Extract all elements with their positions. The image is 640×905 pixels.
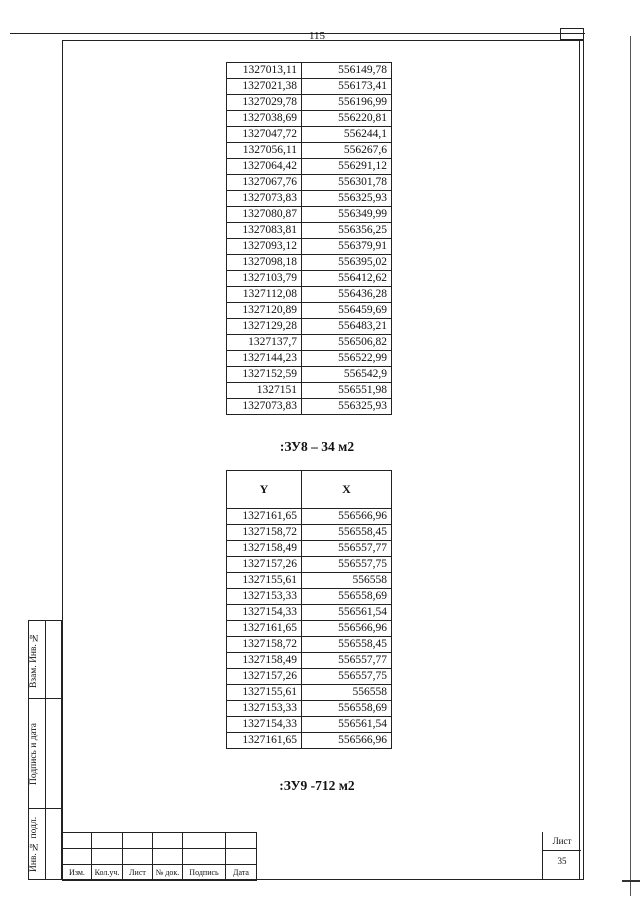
table-row [227, 589, 392, 605]
col-sheet: Лист [123, 865, 153, 881]
coordinate-x-cell: 556557,77 [302, 541, 392, 557]
coordinate-x-cell: 556395,02 [302, 255, 392, 271]
sheet-number-box [542, 832, 580, 880]
column-header-y: Y [227, 471, 302, 509]
coordinate-x-cell: 556561,54 [302, 605, 392, 621]
coordinate-y-cell: 1327112,08 [227, 287, 302, 303]
coordinate-x-cell: 556558 [302, 573, 392, 589]
coordinate-y-cell: 1327161,65 [227, 621, 302, 637]
coordinate-x-cell: 556325,93 [302, 191, 392, 207]
coordinate-x-cell: 556558 [302, 685, 392, 701]
coordinate-y-cell: 1327013,11 [227, 63, 302, 79]
coordinate-y-cell: 1327155,61 [227, 573, 302, 589]
coordinate-y-cell: 1327021,38 [227, 79, 302, 95]
coordinate-x-cell: 556267,6 [302, 143, 392, 159]
coordinate-y-cell: 1327155,61 [227, 685, 302, 701]
title-block-grid [62, 832, 257, 881]
table-row [227, 255, 392, 271]
coordinate-x-cell: 556506,82 [302, 335, 392, 351]
coordinate-y-cell: 1327158,49 [227, 541, 302, 557]
sheet-number: 35 [557, 856, 567, 866]
coordinate-y-cell: 1327158,72 [227, 637, 302, 653]
coordinate-x-cell: 556244,1 [302, 127, 392, 143]
coordinate-x-cell: 556551,98 [302, 383, 392, 399]
coordinate-y-cell: 1327153,33 [227, 701, 302, 717]
stamp-replace-label: Взам. Инв. № [29, 631, 39, 689]
coordinate-y-cell: 1327151 [227, 383, 302, 399]
coordinate-x-cell: 556149,78 [302, 63, 392, 79]
col-date: Дата [226, 865, 257, 881]
coordinate-x-cell: 556566,96 [302, 621, 392, 637]
coordinate-y-cell: 1327067,76 [227, 175, 302, 191]
col-doc-number: № док. [153, 865, 183, 881]
coordinate-x-cell: 556325,93 [302, 399, 392, 415]
coordinate-x-cell: 556557,75 [302, 669, 392, 685]
coordinate-x-cell: 556459,69 [302, 303, 392, 319]
coordinate-y-cell: 1327157,26 [227, 557, 302, 573]
coordinate-y-cell: 1327064,42 [227, 159, 302, 175]
page-number: 115 [308, 30, 326, 42]
coordinate-y-cell: 1327038,69 [227, 111, 302, 127]
coordinate-y-cell: 1327073,83 [227, 191, 302, 207]
stamp-signature-label: Подпись и дата [29, 723, 39, 786]
scan-edge-mark [622, 880, 640, 882]
coordinate-x-cell: 556522,99 [302, 351, 392, 367]
table-row [227, 287, 392, 303]
table-row [227, 367, 392, 383]
table-row [227, 685, 392, 701]
col-signature: Подпись [183, 865, 226, 881]
table-row [227, 143, 392, 159]
col-count: Кол.уч. [92, 865, 123, 881]
coordinate-y-cell: 1327098,18 [227, 255, 302, 271]
coordinate-y-cell: 1327083,81 [227, 223, 302, 239]
table-row [227, 557, 392, 573]
table-row [227, 239, 392, 255]
coordinate-x-cell: 556173,41 [302, 79, 392, 95]
coordinate-y-cell: 1327161,65 [227, 509, 302, 525]
plot-label-zu8: :ЗУ8 – 34 м2 [279, 439, 355, 454]
table-row [227, 605, 392, 621]
coordinate-y-cell: 1327137,7 [227, 335, 302, 351]
coordinates-table-1 [226, 62, 392, 415]
coordinate-y-cell: 1327080,87 [227, 207, 302, 223]
coordinate-x-cell: 556483,21 [302, 319, 392, 335]
title-block [62, 832, 580, 880]
frame-inner-line [579, 40, 580, 880]
top-rule [10, 33, 585, 34]
coordinate-x-cell: 556561,54 [302, 717, 392, 733]
coordinate-y-cell: 1327144,23 [227, 351, 302, 367]
coordinate-x-cell: 556356,25 [302, 223, 392, 239]
table-row [227, 541, 392, 557]
coordinate-y-cell: 1327154,33 [227, 605, 302, 621]
table-header-row [227, 471, 392, 509]
table-row [227, 653, 392, 669]
coordinate-y-cell: 1327157,26 [227, 669, 302, 685]
scan-edge [630, 36, 631, 896]
stamp-inventory-label: Инв. № подл. [29, 816, 39, 872]
coordinate-x-cell: 556220,81 [302, 111, 392, 127]
coordinate-x-cell: 556379,91 [302, 239, 392, 255]
table-row [227, 637, 392, 653]
table-row [227, 191, 392, 207]
coordinate-x-cell: 556566,96 [302, 509, 392, 525]
coordinate-x-cell: 556412,62 [302, 271, 392, 287]
col-change: Изм. [63, 865, 92, 881]
coordinate-y-cell: 1327120,89 [227, 303, 302, 319]
column-header-x: X [302, 471, 392, 509]
table-row [227, 573, 392, 589]
table-row [227, 621, 392, 637]
table-row [227, 525, 392, 541]
coordinate-x-cell: 556557,77 [302, 653, 392, 669]
coordinates-table-2 [226, 470, 392, 749]
coordinate-y-cell: 1327073,83 [227, 399, 302, 415]
table-row [227, 335, 392, 351]
table-row [227, 271, 392, 287]
table-row [227, 319, 392, 335]
table-row [227, 351, 392, 367]
coordinate-y-cell: 1327103,79 [227, 271, 302, 287]
coordinate-x-cell: 556558,45 [302, 637, 392, 653]
coordinate-x-cell: 556349,99 [302, 207, 392, 223]
coordinate-y-cell: 1327029,78 [227, 95, 302, 111]
table-row [227, 383, 392, 399]
title-block-divider [256, 832, 257, 880]
table-row [227, 303, 392, 319]
table-row [227, 95, 392, 111]
table-row [227, 63, 392, 79]
coordinate-y-cell: 1327152,59 [227, 367, 302, 383]
table-row [227, 733, 392, 749]
corner-box [560, 28, 584, 40]
table-row [227, 509, 392, 525]
coordinate-y-cell: 1327161,65 [227, 733, 302, 749]
coordinate-y-cell: 1327093,12 [227, 239, 302, 255]
table-row [227, 127, 392, 143]
coordinate-x-cell: 556436,28 [302, 287, 392, 303]
table-row [227, 207, 392, 223]
coordinate-y-cell: 1327158,49 [227, 653, 302, 669]
plot-label-zu9: :ЗУ9 -712 м2 [279, 778, 355, 793]
coordinate-x-cell: 556196,99 [302, 95, 392, 111]
table-row [227, 111, 392, 127]
table-row [227, 79, 392, 95]
coordinate-y-cell: 1327158,72 [227, 525, 302, 541]
coordinate-x-cell: 556301,78 [302, 175, 392, 191]
coordinate-y-cell: 1327129,28 [227, 319, 302, 335]
coordinate-y-cell: 1327047,72 [227, 127, 302, 143]
coordinate-y-cell: 1327056,11 [227, 143, 302, 159]
coordinate-x-cell: 556542,9 [302, 367, 392, 383]
coordinate-y-cell: 1327154,33 [227, 717, 302, 733]
table-row [227, 399, 392, 415]
sheet-box-line [543, 850, 581, 851]
coordinate-x-cell: 556291,12 [302, 159, 392, 175]
coordinate-x-cell: 556558,69 [302, 589, 392, 605]
coordinate-x-cell: 556557,75 [302, 557, 392, 573]
table-row [227, 159, 392, 175]
table-row [227, 669, 392, 685]
table-row [227, 175, 392, 191]
sheet-label: Лист [552, 836, 572, 846]
table-row [227, 717, 392, 733]
coordinate-x-cell: 556558,45 [302, 525, 392, 541]
coordinate-x-cell: 556558,69 [302, 701, 392, 717]
title-block-column-labels [63, 865, 257, 881]
coordinate-y-cell: 1327153,33 [227, 589, 302, 605]
table-row [227, 701, 392, 717]
table-row [227, 223, 392, 239]
side-stamp [28, 620, 62, 880]
coordinate-x-cell: 556566,96 [302, 733, 392, 749]
